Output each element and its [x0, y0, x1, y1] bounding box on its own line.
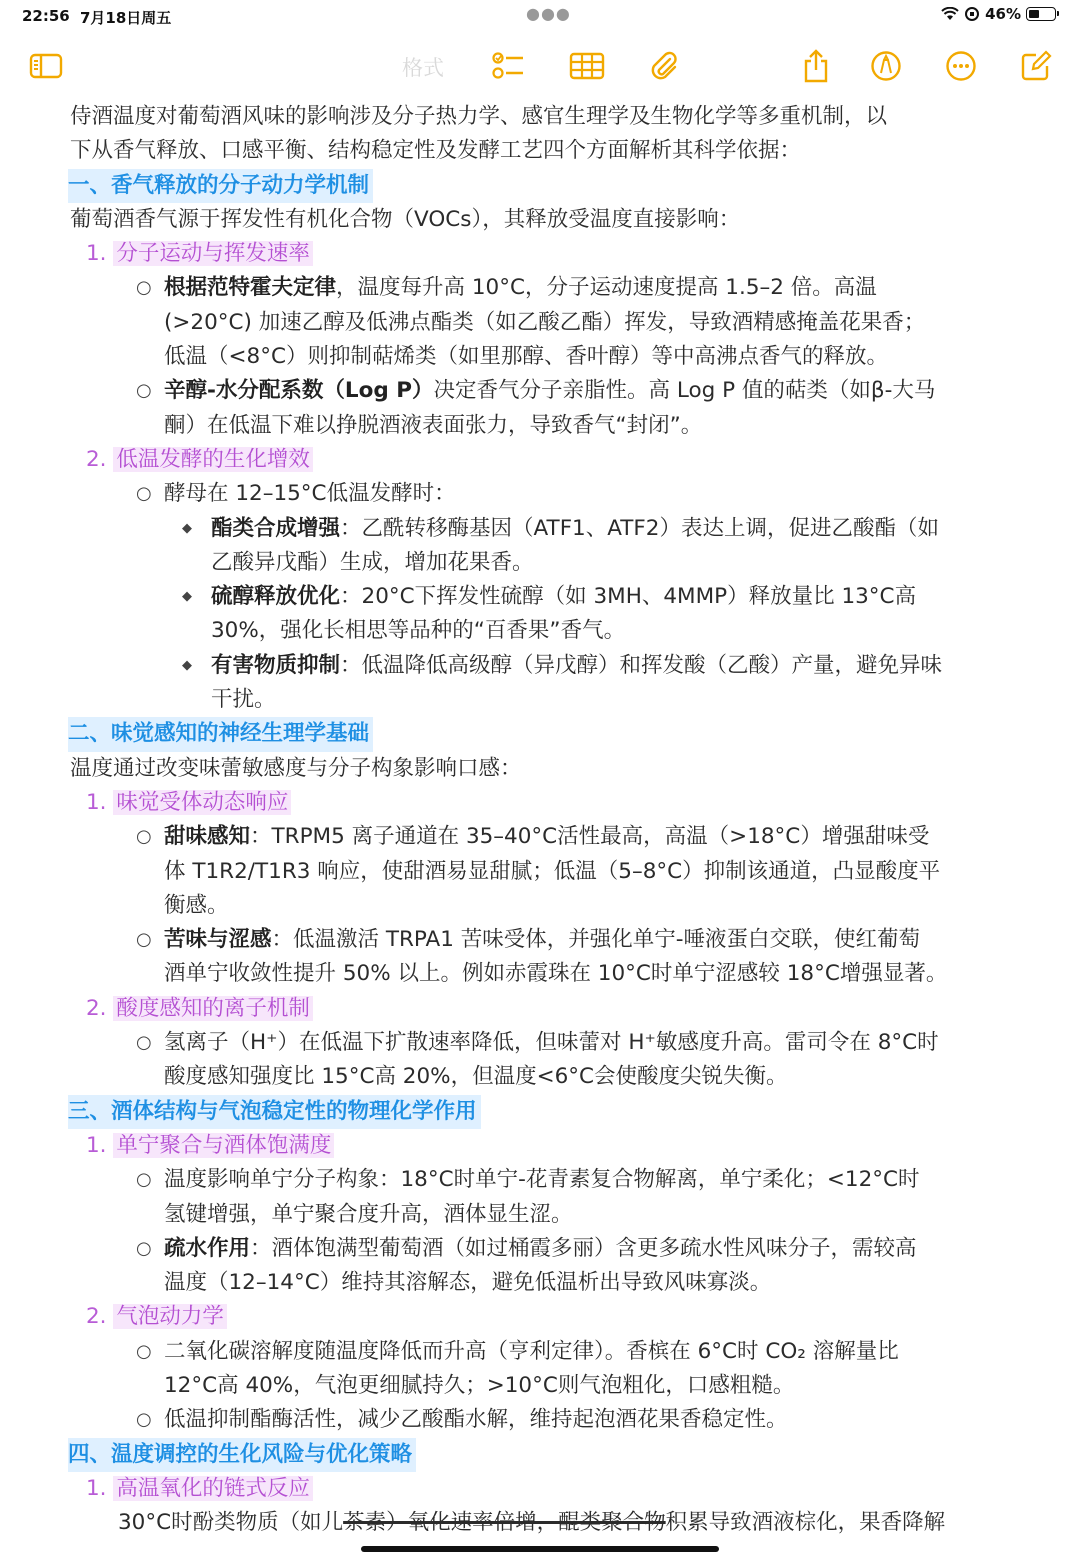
status-time: 22:56	[22, 7, 70, 25]
bullet-item: ○ 辛醇-水分配系数（Log P）决定香气分子亲脂性。高 Log P 值的萜类（如β-大马	[70, 374, 1020, 408]
battery-icon	[1026, 7, 1056, 21]
bullet-continuation: 酒单宁收敛性提升 50% 以上。例如赤霞珠在 10°C时单宁涩感较 18°C增强显著。	[164, 961, 948, 987]
numbered-heading: 2. 酸度感知的离子机制	[70, 992, 1020, 1026]
circle-bullet-icon: ○	[136, 1169, 152, 1191]
attachment-button[interactable]	[644, 46, 684, 86]
compose-icon	[1020, 50, 1052, 82]
bullet-item: ○ 温度影响单宁分子构象：18°C时单宁-花青素复合物解离，单宁柔化；<12°C时	[70, 1163, 1020, 1197]
bullet-continuation: 酮）在低温下难以挣脱酒液表面张力，导致香气“封闭”。	[164, 412, 703, 438]
more-button[interactable]	[941, 46, 981, 86]
paragraph-cut-off: 30°C时酚类物质（如儿茶素）氧化速率倍增，醌类聚合物积累导致酒液棕化，果香降解	[118, 1510, 946, 1536]
status-indicators	[941, 5, 1056, 23]
markup-button[interactable]	[866, 46, 906, 86]
checklist-icon	[491, 51, 525, 81]
circle-bullet-icon: ○	[136, 826, 152, 848]
note-body[interactable]	[70, 100, 1020, 1540]
battery-percent: 46%	[985, 5, 1021, 23]
circle-bullet-icon: ○	[136, 1340, 152, 1362]
bullet-item: ○ 氢离子（H⁺）在低温下扩散速率降低，但味蕾对 H⁺敏感度升高。雷司令在 8°C时	[70, 1026, 1020, 1060]
sub-bullet-continuation: 30%，强化长相思等品种的“百香果”香气。	[211, 618, 626, 644]
sub-bullet-continuation: 干扰。	[211, 687, 276, 713]
bullet-item: ○ 疏水作用：酒体饱满型葡萄酒（如过桶霞多丽）含更多疏水性风味分子，需较高	[70, 1232, 1020, 1266]
sidebar-toggle-button[interactable]	[26, 46, 66, 86]
bullet-item: ○ 甜味感知：TRPM5 离子通道在 35–40°C活性最高，高温（>18°C）增强甜味受	[70, 820, 1020, 854]
numbered-heading: 1. 味觉受体动态响应	[70, 786, 1020, 820]
intro-line: 侍酒温度对葡萄酒风味的影响涉及分子热力学、感官生理学及生物化学等多重机制，以	[70, 104, 888, 129]
section-intro: 温度通过改变味蕾敏感度与分子构象影响口感：	[70, 755, 522, 781]
section-intro: 葡萄酒香气源于挥发性有机化合物（VOCs），其释放受温度直接影响：	[70, 206, 741, 232]
format-button[interactable]: 格式	[402, 56, 444, 80]
circle-bullet-icon: ○	[136, 929, 152, 951]
section-heading-2: 二、味觉感知的神经生理学基础	[68, 717, 373, 751]
share-icon	[802, 49, 830, 83]
bullet-continuation: 氢键增强，单宁聚合度升高，酒体显生涩。	[164, 1201, 573, 1227]
paperclip-icon	[648, 50, 680, 82]
section-heading-4: 四、温度调控的生化风险与优化策略	[68, 1438, 416, 1472]
section-heading-3: 三、酒体结构与气泡稳定性的物理化学作用	[68, 1095, 481, 1129]
bullet-item: ○ 酵母在 12–15°C低温发酵时：	[70, 477, 1020, 511]
diamond-bullet-icon: ◆	[182, 589, 192, 605]
circle-bullet-icon: ○	[136, 380, 152, 402]
bullet-continuation: 温度（12–14°C）维持其溶解态，避免低温析出导致风味寡淡。	[164, 1270, 772, 1296]
orientation-lock-icon	[964, 6, 980, 22]
sub-bullet-item: ◆ 有害物质抑制：低温降低高级醇（异戊醇）和挥发酸（乙酸）产量，避免异味	[70, 649, 1020, 683]
multitask-dots-icon[interactable]: ●●●	[526, 4, 571, 23]
numbered-heading: 1. 分子运动与挥发速率	[70, 237, 1020, 271]
bullet-continuation: 体 T1R2/T1R3 响应，使甜酒易显甜腻；低温（5–8°C）抑制该通道，凸显酸度平	[164, 858, 941, 884]
circle-bullet-icon: ○	[136, 1032, 152, 1054]
checklist-button[interactable]	[488, 46, 528, 86]
table-icon	[569, 52, 605, 80]
circle-bullet-icon: ○	[136, 483, 152, 505]
pen-circle-icon	[870, 50, 902, 82]
status-date: 7月18日周五	[80, 9, 172, 27]
sidebar-icon	[29, 53, 63, 79]
bullet-item: ○ 二氧化碳溶解度随温度降低而升高（亨利定律）。香槟在 6°C时 CO₂ 溶解量比	[70, 1335, 1020, 1369]
diamond-bullet-icon: ◆	[182, 520, 192, 536]
bullet-item: ○ 苦味与涩感：低温激活 TRPA1 苦味受体，并强化单宁-唾液蛋白交联，使红葡萄	[70, 923, 1020, 957]
numbered-heading: 1. 高温氧化的链式反应	[70, 1472, 1020, 1506]
bullet-continuation: (>20°C) 加速乙醇及低沸点酯类（如乙酸乙酯）挥发，导致酒精感掩盖花果香；	[164, 309, 926, 335]
bullet-continuation: 低温（<8°C）则抑制萜烯类（如里那醇、香叶醇）等中高沸点香气的释放。	[164, 344, 888, 370]
table-button[interactable]	[567, 46, 607, 86]
compose-button[interactable]	[1016, 46, 1056, 86]
numbered-heading: 2. 低温发酵的生化增效	[70, 443, 1020, 477]
bullet-continuation: 12°C高 40%，气泡更细腻持久；>10°C则气泡粗化，口感粗糙。	[164, 1372, 795, 1398]
numbered-heading: 1. 单宁聚合与酒体饱满度	[70, 1129, 1020, 1163]
diamond-bullet-icon: ◆	[182, 657, 192, 673]
ellipsis-circle-icon	[945, 50, 977, 82]
circle-bullet-icon: ○	[136, 1237, 152, 1259]
bullet-item: ○ 低温抑制酯酶活性，减少乙酸酯水解，维持起泡酒花果香稳定性。	[70, 1403, 1020, 1437]
circle-bullet-icon: ○	[136, 277, 152, 299]
section-heading-1: 一、香气释放的分子动力学机制	[68, 169, 373, 203]
bullet-continuation: 酸度感知强度比 15°C高 20%，但温度<6°C会使酸度尖锐失衡。	[164, 1064, 788, 1090]
intro-line: 下从香气释放、口感平衡、结构稳定性及发酵工艺四个方面解析其科学依据：	[70, 138, 802, 164]
numbered-heading: 2. 气泡动力学	[70, 1300, 1020, 1334]
bullet-item: ○ 根据范特霍夫定律，温度每升高 10°C，分子运动速度提高 1.5–2 倍。高温	[70, 271, 1020, 305]
circle-bullet-icon: ○	[136, 1409, 152, 1431]
home-indicator[interactable]	[361, 1546, 719, 1552]
share-button[interactable]	[796, 46, 836, 86]
bullet-continuation: 衡感。	[164, 892, 229, 918]
notes-toolbar	[0, 40, 1080, 92]
sub-bullet-item: ◆ 硫醇释放优化：20°C下挥发性硫醇（如 3MH、4MMP）释放量比 13°C高	[70, 580, 1020, 614]
sub-bullet-item: ◆ 酯类合成增强：乙酰转移酶基因（ATF1、ATF2）表达上调，促进乙酸酯（如	[70, 512, 1020, 546]
status-bar	[0, 0, 1080, 32]
sub-bullet-continuation: 乙酸异戊酯）生成，增加花果香。	[211, 549, 534, 575]
wifi-icon	[941, 7, 959, 21]
